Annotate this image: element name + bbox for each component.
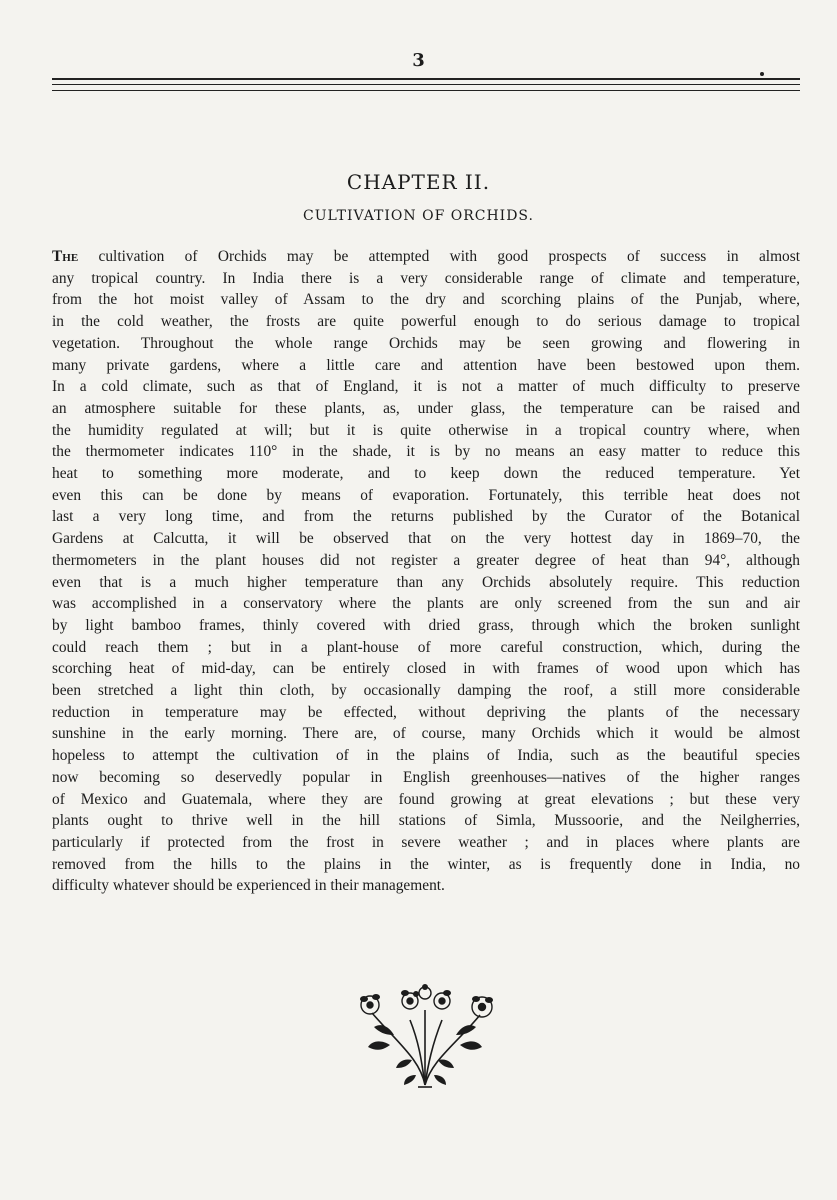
text-line: been stretched a light thin cloth, by occasionally damping the roof, a still more considerable [52, 682, 800, 700]
text-line: now becoming so deservedly popular in English greenhouses—natives of the higher ranges [52, 768, 800, 786]
text-line: from the hot moist valley of Assam to the dry and scorching plains of the Punjab, where, [52, 291, 800, 309]
drop-word: The [52, 248, 79, 265]
text-line: In a cold climate, such as that of England, it is not a matter of much difficulty to preserve [52, 378, 800, 396]
text-line: sunshine in the early morning. There are, of course, many Orchids which it would be almost [52, 725, 800, 743]
text-line: even this can be done by means of evaporation. Fortunately, this terrible heat does not [52, 486, 800, 504]
text-line: hopeless to attempt the cultivation of in the plains of India, such as the beautiful species [52, 747, 800, 765]
text-line: The cultivation of Orchids may be attempted with good prospects of success in almost [52, 248, 800, 265]
ink-speck [760, 72, 764, 76]
text-line: many private gardens, where a little care and attention have been bestowed upon them. [52, 356, 800, 374]
text-line: of Mexico and Guatemala, where they are found growing at great elevations ; but these very [52, 790, 800, 808]
text-line: vegetation. Throughout the whole range Orchids may be seen growing and flowering in [52, 334, 800, 352]
text-line: particularly if protected from the frost in severe weather ; and in places where plants are [52, 833, 800, 851]
text-line: scorching heat of mid-day, can be entirely closed in with frames of wood upon which has [52, 660, 800, 678]
text-line: last a very long time, and from the returns published by the Curator of the Botanical [52, 508, 800, 526]
text-line: difficulty whatever should be experienced in their management. [52, 877, 445, 895]
text-line: even that is a much higher temperature than any Orchids absolutely require. This reduction [52, 573, 800, 591]
text-line: the humidity regulated at will; but it is quite otherwise in a tropical country where, when [52, 421, 800, 439]
header-rule [52, 84, 800, 85]
header-rule [52, 90, 800, 91]
text-line: could reach them ; but in a plant-house of more careful construction, which, during the [52, 638, 800, 656]
text-line: by light bamboo frames, thinly covered with dried grass, through which the broken sunlight [52, 616, 800, 634]
page-number: 3 [412, 50, 425, 71]
text-line: any tropical country. In India there is a very considerable range of climate and temperature, [52, 269, 800, 287]
text-line: the thermometer indicates 110° in the shade, it is by no means an easy matter to reduce this [52, 443, 800, 461]
text-line: in the cold weather, the frosts are quite powerful enough to do serious damage to tropical [52, 313, 800, 331]
chapter-title: CHAPTER II. [346, 170, 491, 194]
text-line: plants ought to thrive well in the hill stations of Simla, Mussoorie, and the Neilgherries, [52, 812, 800, 830]
body-paragraph [52, 246, 800, 897]
text-line: an atmosphere suitable for these plants, as, under glass, the temperature can be raised and [52, 399, 800, 417]
header-rule [52, 78, 800, 80]
text-line: was accomplished in a conservatory where the plants are only screened from the sun and air [52, 595, 800, 613]
text-line: heat to something more moderate, and to keep down the reduced temperature. Yet [52, 465, 800, 483]
floral-vignette-icon [350, 975, 500, 1095]
text-line: Gardens at Calcutta, it will be observed that on the very hottest day in 1869–70, the [52, 530, 800, 548]
text-line: removed from the hills to the plains in the winter, as is frequently done in India, no [52, 855, 800, 873]
text-line: thermometers in the plant houses did not register a greater degree of heat than 94°, although [52, 551, 800, 569]
chapter-subtitle: CULTIVATION OF ORCHIDS. [303, 208, 534, 224]
text-line: reduction in temperature may be effected, without depriving the plants of the necessary [52, 703, 800, 721]
